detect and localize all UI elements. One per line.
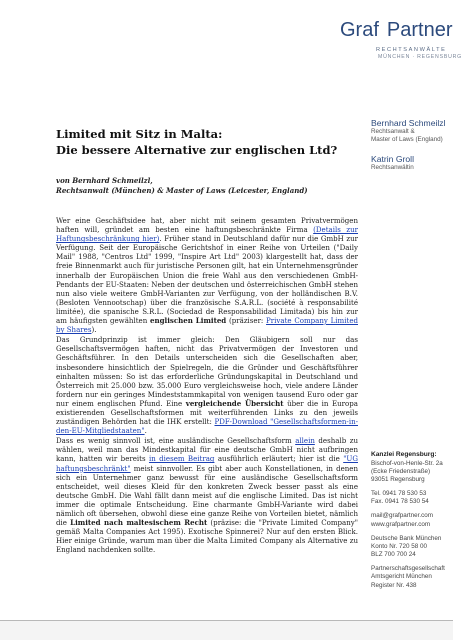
email-address[interactable]: mail@grafpartner.com xyxy=(371,512,434,520)
logo-word-partner: Partner xyxy=(386,19,453,41)
text-run: Das Grundprinzip ist immer gleich: Den Gläubigern soll nur das Gesellschaftsvermögen haften, nicht das Privatvermögen der Investoren und Geschäftsführer. In den Details unterscheiden sich die Gesellschaften aber, insbesondere hinsichtlich der Spielregeln, die die Gründer und Geschäftsführer einhalten müssen: So ist das erforderliche Gründungskapital in Deutschland und Österreich mit 25.000 bzw. 35.000 Euro vergleichsweise hoch, viele andere Länder fordern nur ein geringes Mindeststammkapital von wenigen tausend Euro oder gar nur einem englischen Pfund. Eine xyxy=(56,335,358,408)
office-heading: Kanzlei Regensburg: xyxy=(371,451,437,458)
paragraph-2 xyxy=(56,335,358,435)
link-ug-haftungsbeschraenkt[interactable]: "UG haftungsbeschränkt" xyxy=(56,454,358,473)
address-line: 93051 Regensburg xyxy=(371,475,425,483)
footer-band xyxy=(0,621,453,640)
bold-run: vergleichende Übersicht xyxy=(185,398,284,408)
logo-locations: MÜNCHEN · REGENSBURG xyxy=(378,54,462,60)
text-run: . xyxy=(144,426,147,436)
fax-number: Fax. 0941 78 530 54 xyxy=(371,498,429,506)
paragraph-3 xyxy=(56,436,358,554)
logo-word-graf: Graf xyxy=(340,19,379,41)
text-run: meist sinnvoller. Es gibt aber auch Konstellationen, in denen sich ein Unternehmer ganz bewusst für eine ausländische Gesellschaftsform entscheidet, weil dieses Kleid für den konkreten Zweck besser passt als eine deutsche GmbH. Die Wahl fällt dann meist auf die englische Limited. Das ist nicht immer die optimale Entscheidung. Eine charmante GmbH-Variante wird dabei nämlich oft übersehen, obwohl diese eine ganze Reihe von Vorteilen bietet, nämlich die xyxy=(56,463,358,528)
author-name: von Bernhard Schmeilzl, xyxy=(56,176,153,185)
text-run: . Früher stand in Deutschland dafür nur die GmbH zur Verfügung. Seit der Europäische Gerichtshof in einer Reihe von Urteilen ("Daily Mail" 1988, "Centros Ltd" 1999, "Inspire Art Ltd" 2003) klargestellt hat, dass der freie Binnenmarkt auch für juristische Personen gilt, hat ein Unternehmensgründer innerhalb der Europäischen Union die freie Wahl aus den verschiedenen GmbH-Pendants der EU-Staaten: Neben der deutschen und österreichischen GmbH stehen nun also viele weitere GmbH-Varianten zur Verfügung, von der holländischen B.V. (Besloten Vennootschap) über die französische S.A.R.L. (société à responsabilité limitée), die spanische S.R.L. (Sociedad de Responsabilidad Limitada) bis hin zur am häufigsten gewählten xyxy=(56,234,359,326)
text-run: ). xyxy=(91,325,97,335)
person-role: Master of Laws (England) xyxy=(371,136,443,144)
title-line-2: Die bessere Alternative zur englischen Ltd? xyxy=(56,142,338,157)
sidebar-person-2 xyxy=(371,154,451,172)
person-name: Bernhard Schmeilzl xyxy=(371,118,446,128)
firm-logo xyxy=(340,16,462,60)
address-line: Bischof-von-Henle-Str. 2a xyxy=(371,459,443,467)
text-run: ausführlich erläutert; hier ist die xyxy=(214,454,344,464)
sidebar-person-1 xyxy=(371,118,451,145)
bank-line: Deutsche Bank München xyxy=(371,534,442,542)
link-diesem-beitrag[interactable]: in diesem Beitrag xyxy=(148,454,215,464)
bank-line: Konto Nr. 720 58 00 xyxy=(371,542,428,550)
title-line-1: Limited mit Sitz in Malta: xyxy=(56,127,223,141)
bank-line: BLZ 700 700 24 xyxy=(371,551,416,559)
register-line: Register Nr. 438 xyxy=(371,581,417,589)
article-body xyxy=(56,216,358,555)
address-line: (Ecke Friedenstraße) xyxy=(371,467,431,475)
author-credentials: Rechtsanwalt (München) & Master of Laws (Leicester, England) xyxy=(56,186,308,196)
article-author xyxy=(56,176,361,196)
article-title xyxy=(56,127,361,159)
text-run: (präzise: die "Private Limited Company" gemäß Malta Companies Act 1995). Exotische Spinnerei? Nur auf den ersten Blick. Hier einige Gründe, warum man über die Malta Limited Company als Alternative zu England nachdenken sollte. xyxy=(56,518,358,555)
logo-wordmark xyxy=(340,16,453,44)
text-run: deshalb zu wählen, weil man das Mindestkapital für eine deutsche GmbH nicht aufbringen kann, hatten wir bereits xyxy=(56,436,358,464)
person-role: Rechtsanwalt & xyxy=(371,128,415,136)
link-haftungsbeschraenkung[interactable]: (Details zur Haftungsbeschränkung hier) xyxy=(56,225,358,244)
text-run: Wer eine Geschäftsidee hat, aber nicht mit seinem gesamten Privatvermögen haften will, gründet am besten eine haftungsbeschränkte Firma xyxy=(56,216,358,235)
link-pdf-download[interactable]: PDF-Download "Gesellschaftsformen-in-den-EU-Mitgliedstaaten" xyxy=(56,417,358,436)
link-allein[interactable]: allein xyxy=(295,436,315,446)
logo-subtitle: RECHTSANWÄLTE xyxy=(376,47,447,53)
paragraph-1 xyxy=(56,216,358,334)
person-name: Katrin Groll xyxy=(371,154,414,164)
website-url[interactable]: www.grafpartner.com xyxy=(371,520,431,528)
sidebar-office xyxy=(371,451,451,590)
text-run: über die in Europa existierenden Gesellschaftsformen mit weiterführenden Links zu den jeweils zuständigen Behörden hat die IHK erstellt: xyxy=(56,398,358,427)
register-line: Amtsgericht München xyxy=(371,573,432,581)
text-run: Dass es wenig sinnvoll ist, eine ausländische Gesellschaftsform xyxy=(56,436,296,446)
link-private-company[interactable]: Private Company Limited by Shares xyxy=(56,316,358,335)
person-role: Rechtsanwältin xyxy=(371,164,414,172)
text-run: (präziser: xyxy=(226,316,267,326)
bold-run: Limited nach maltesischem Recht xyxy=(70,518,208,528)
register-line: Partnerschaftsgesellschaft xyxy=(371,565,445,573)
phone-number: Tel. 0941 78 530 53 xyxy=(371,490,427,498)
bold-run: englischen Limited xyxy=(149,316,227,326)
